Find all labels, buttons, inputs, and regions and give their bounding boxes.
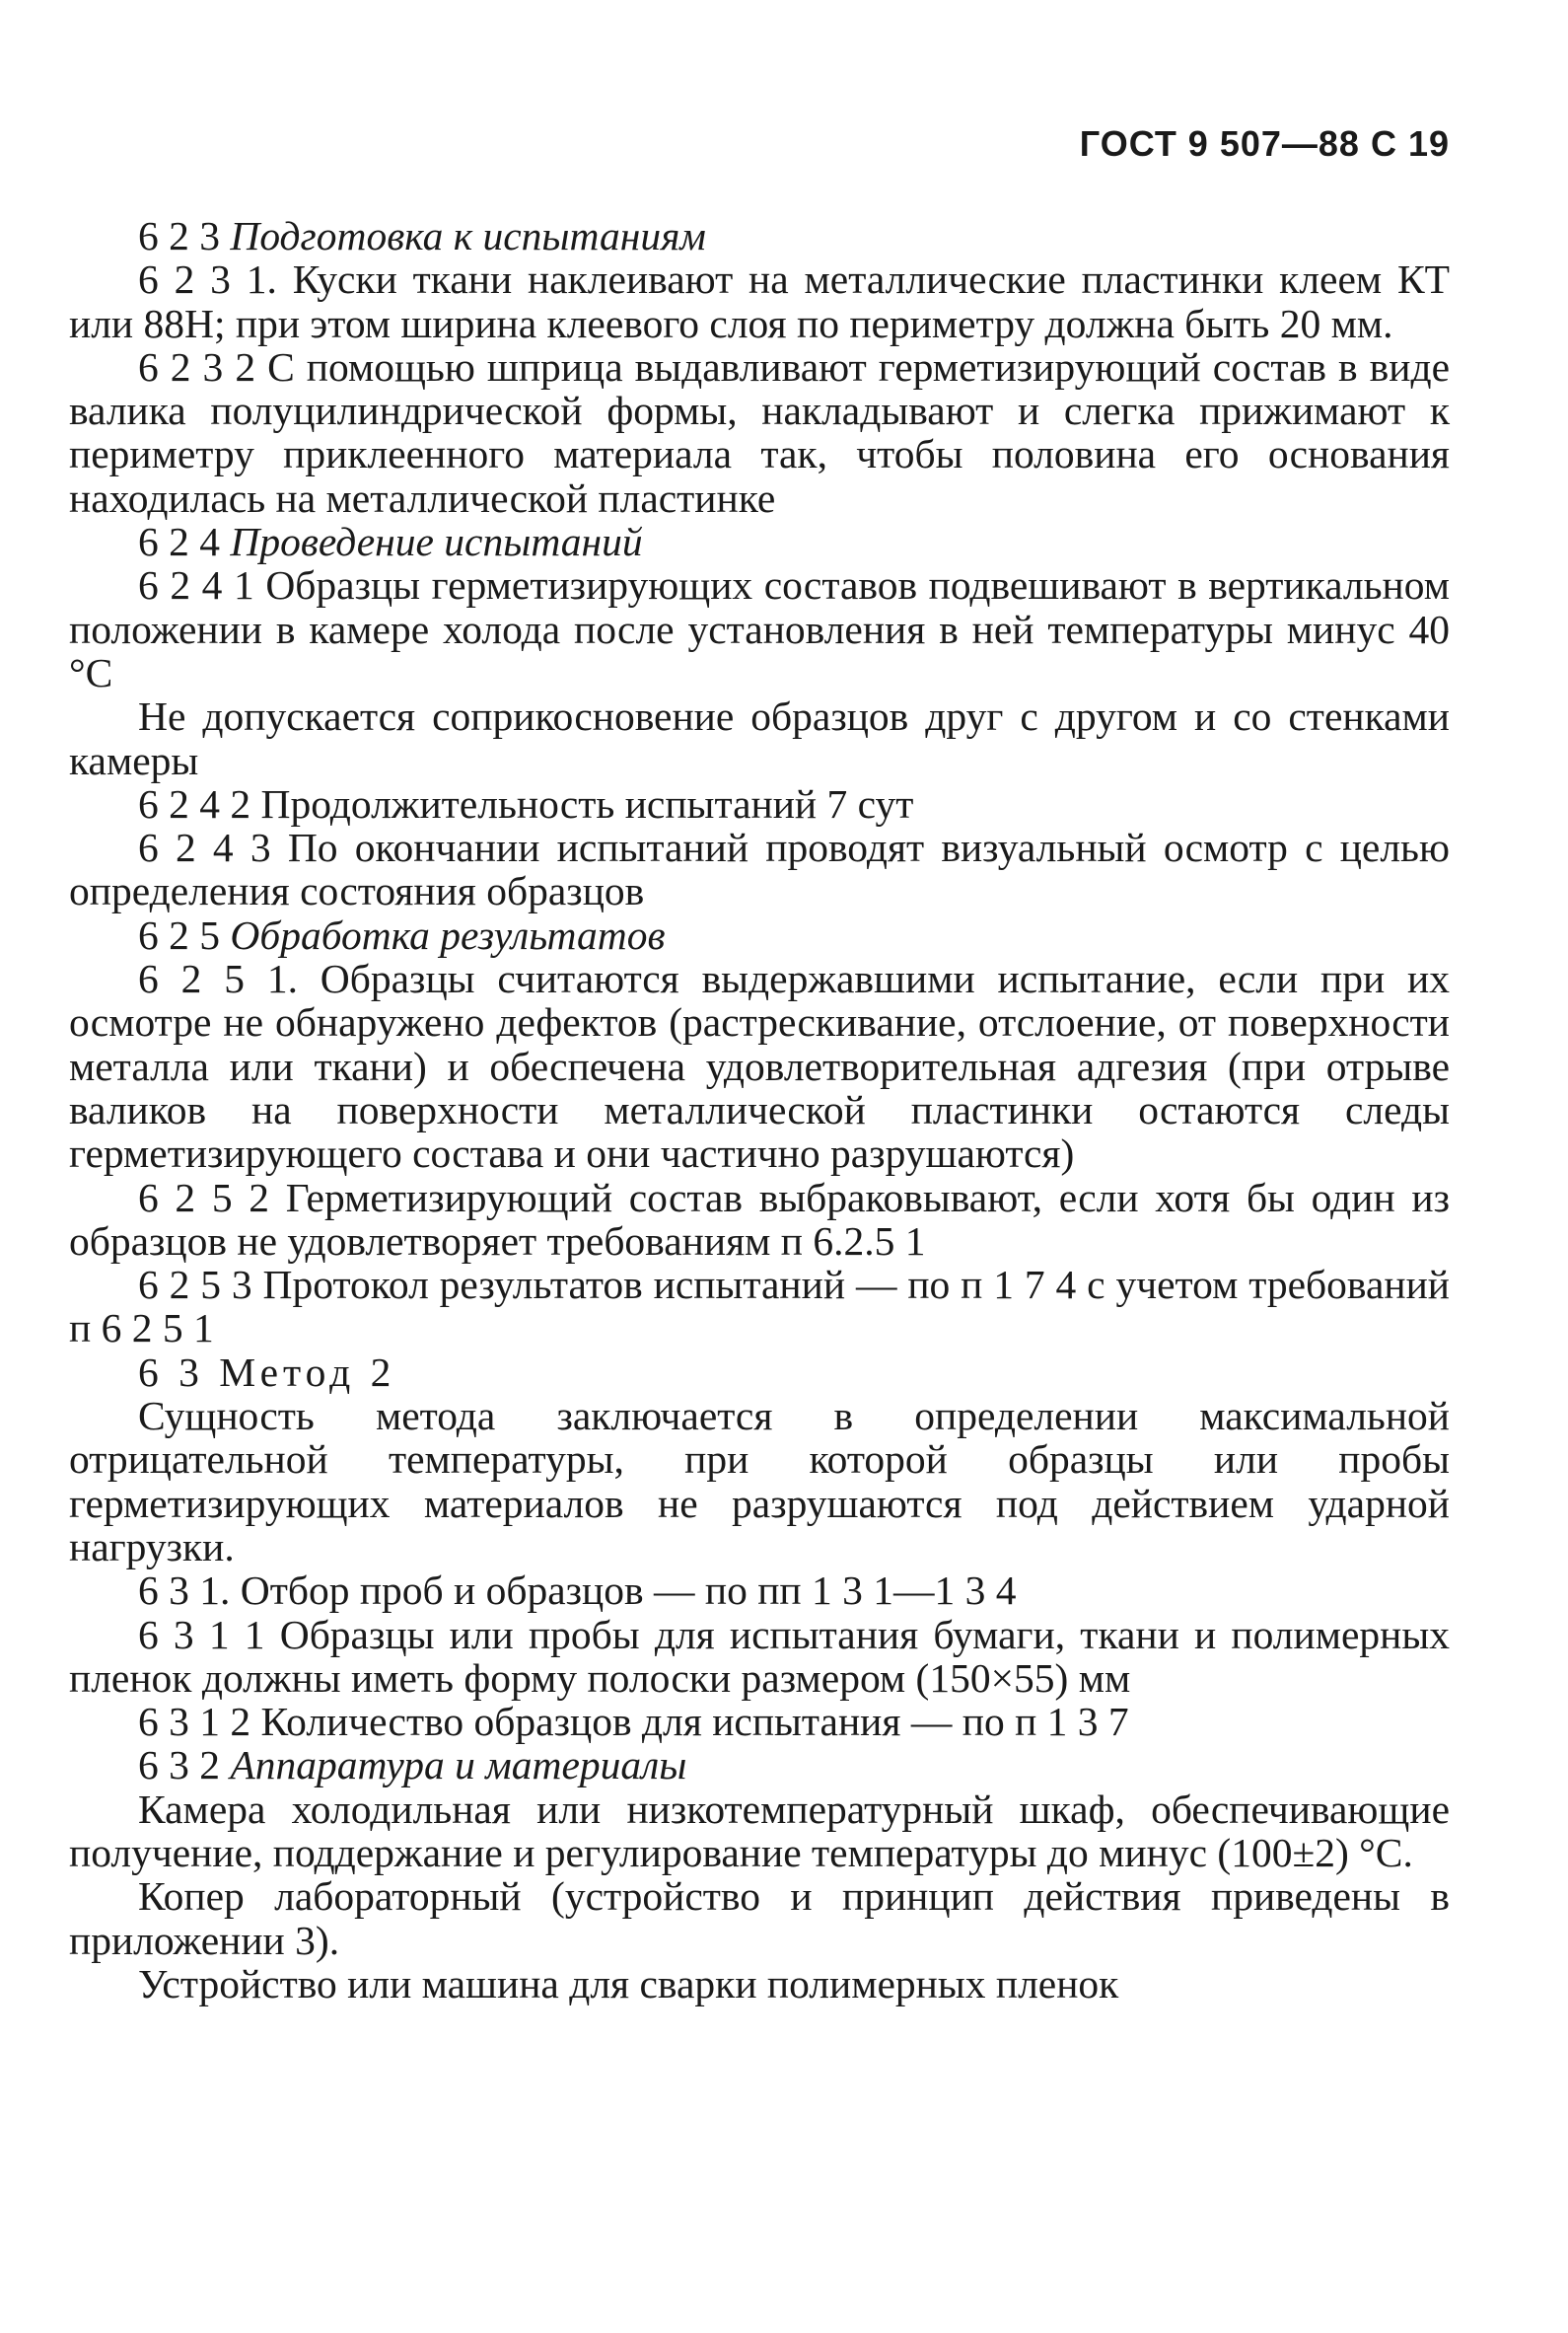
- paragraph-6-2-5-1: 6 2 5 1. Образцы считаются выдержавшими испытание, если при их осмотре не обнаружено дефектов (растрескивание, отслоение, от поверхности металла или ткани) и обеспечена удовлетворительная адгезия (при отрыве валиков на поверхности металлической пластинки остаются следы герметизирующего состава и они частично разрушаются): [69, 956, 1450, 1177]
- paragraph-6-2-4-2: 6 2 4 2 Продолжительность испытаний 7 сут: [138, 780, 914, 827]
- paragraph-method-essence: Сущность метода заключается в определении максимальной отрицательной температуры, при которой образцы или пробы герметизирующих материалов не разрушаются под действием ударной нагрузки.: [69, 1393, 1450, 1569]
- paragraph-6-2-4-3: 6 2 4 3 По окончании испытаний проводят визуальный осмотр с целью определения состояния образцов: [69, 825, 1450, 914]
- document-page: [69, 123, 1450, 2294]
- paragraph-6-3-1: 6 3 1. Отбор проб и образцов — по пп 1 3 1—1 3 4: [138, 1567, 1017, 1614]
- subsection-heading-6-3-2: 6 3 2 Аппаратура и материалы: [138, 1742, 687, 1788]
- paragraph-welding-machine: Устройство или машина для сварки полимерных пленок: [138, 1960, 1119, 2006]
- paragraph-6-2-5-3: 6 2 5 3 Протокол результатов испытаний — по п 1 7 4 с учетом требований п 6 2 5 1: [69, 1262, 1450, 1351]
- subsection-heading-6-2-4: 6 2 4 Проведение испытаний: [138, 519, 643, 565]
- paragraph-6-2-4-1: 6 2 4 1 Образцы герметизирующих составов подвешивают в вертикальном положении в камере холода после установления в ней температуры минус 40 °С: [69, 562, 1450, 695]
- paragraph-note: Не допускается соприкосновение образцов друг с другом и со стенками камеры: [69, 693, 1450, 783]
- page-header: ГОСТ 9 507—88 С 19: [1079, 123, 1450, 164]
- paragraph-6-2-5-2: 6 2 5 2 Герметизирующий состав выбраковывают, если хотя бы один из образцов не удовлетворяет требованиям п 6.2.5 1: [69, 1174, 1450, 1264]
- paragraph-cold-chamber: Камера холодильная или низкотемпературный шкаф, обеспечивающие получение, поддержание и регулирование температуры до минус (100±2) °С.: [69, 1786, 1450, 1875]
- paragraph-impact-tester: Копер лабораторный (устройство и принцип действия приведены в приложении 3).: [69, 1873, 1450, 1963]
- subsection-heading-6-2-5: 6 2 5 Обработка результатов: [138, 911, 666, 958]
- document-body: [69, 214, 1450, 2005]
- paragraph-6-3-1-1: 6 3 1 1 Образцы или пробы для испытания бумаги, ткани и полимерных пленок должны иметь форму полоски размером (150×55) мм: [69, 1611, 1450, 1701]
- paragraph-6-2-3-1: 6 2 3 1. Куски ткани наклеивают на металлические пластинки клеем КТ или 88Н; при этом ширина клеевого слоя по периметру должна быть 20 мм.: [69, 256, 1450, 346]
- paragraph-6-3-1-2: 6 3 1 2 Количество образцов для испытания — по п 1 3 7: [138, 1699, 1129, 1745]
- paragraph-6-2-3-2: 6 2 3 2 С помощью шприца выдавливают герметизирующий состав в виде валика полуцилиндрической формы, накладывают и слегка прижимают к периметру приклеенного материала так, чтобы половина его основания находилась на металлической пластинке: [69, 343, 1450, 521]
- subsection-heading-6-2-3: 6 2 3 Подготовка к испытаниям: [138, 213, 706, 258]
- section-heading-6-3: 6 3 Метод 2: [138, 1349, 396, 1395]
